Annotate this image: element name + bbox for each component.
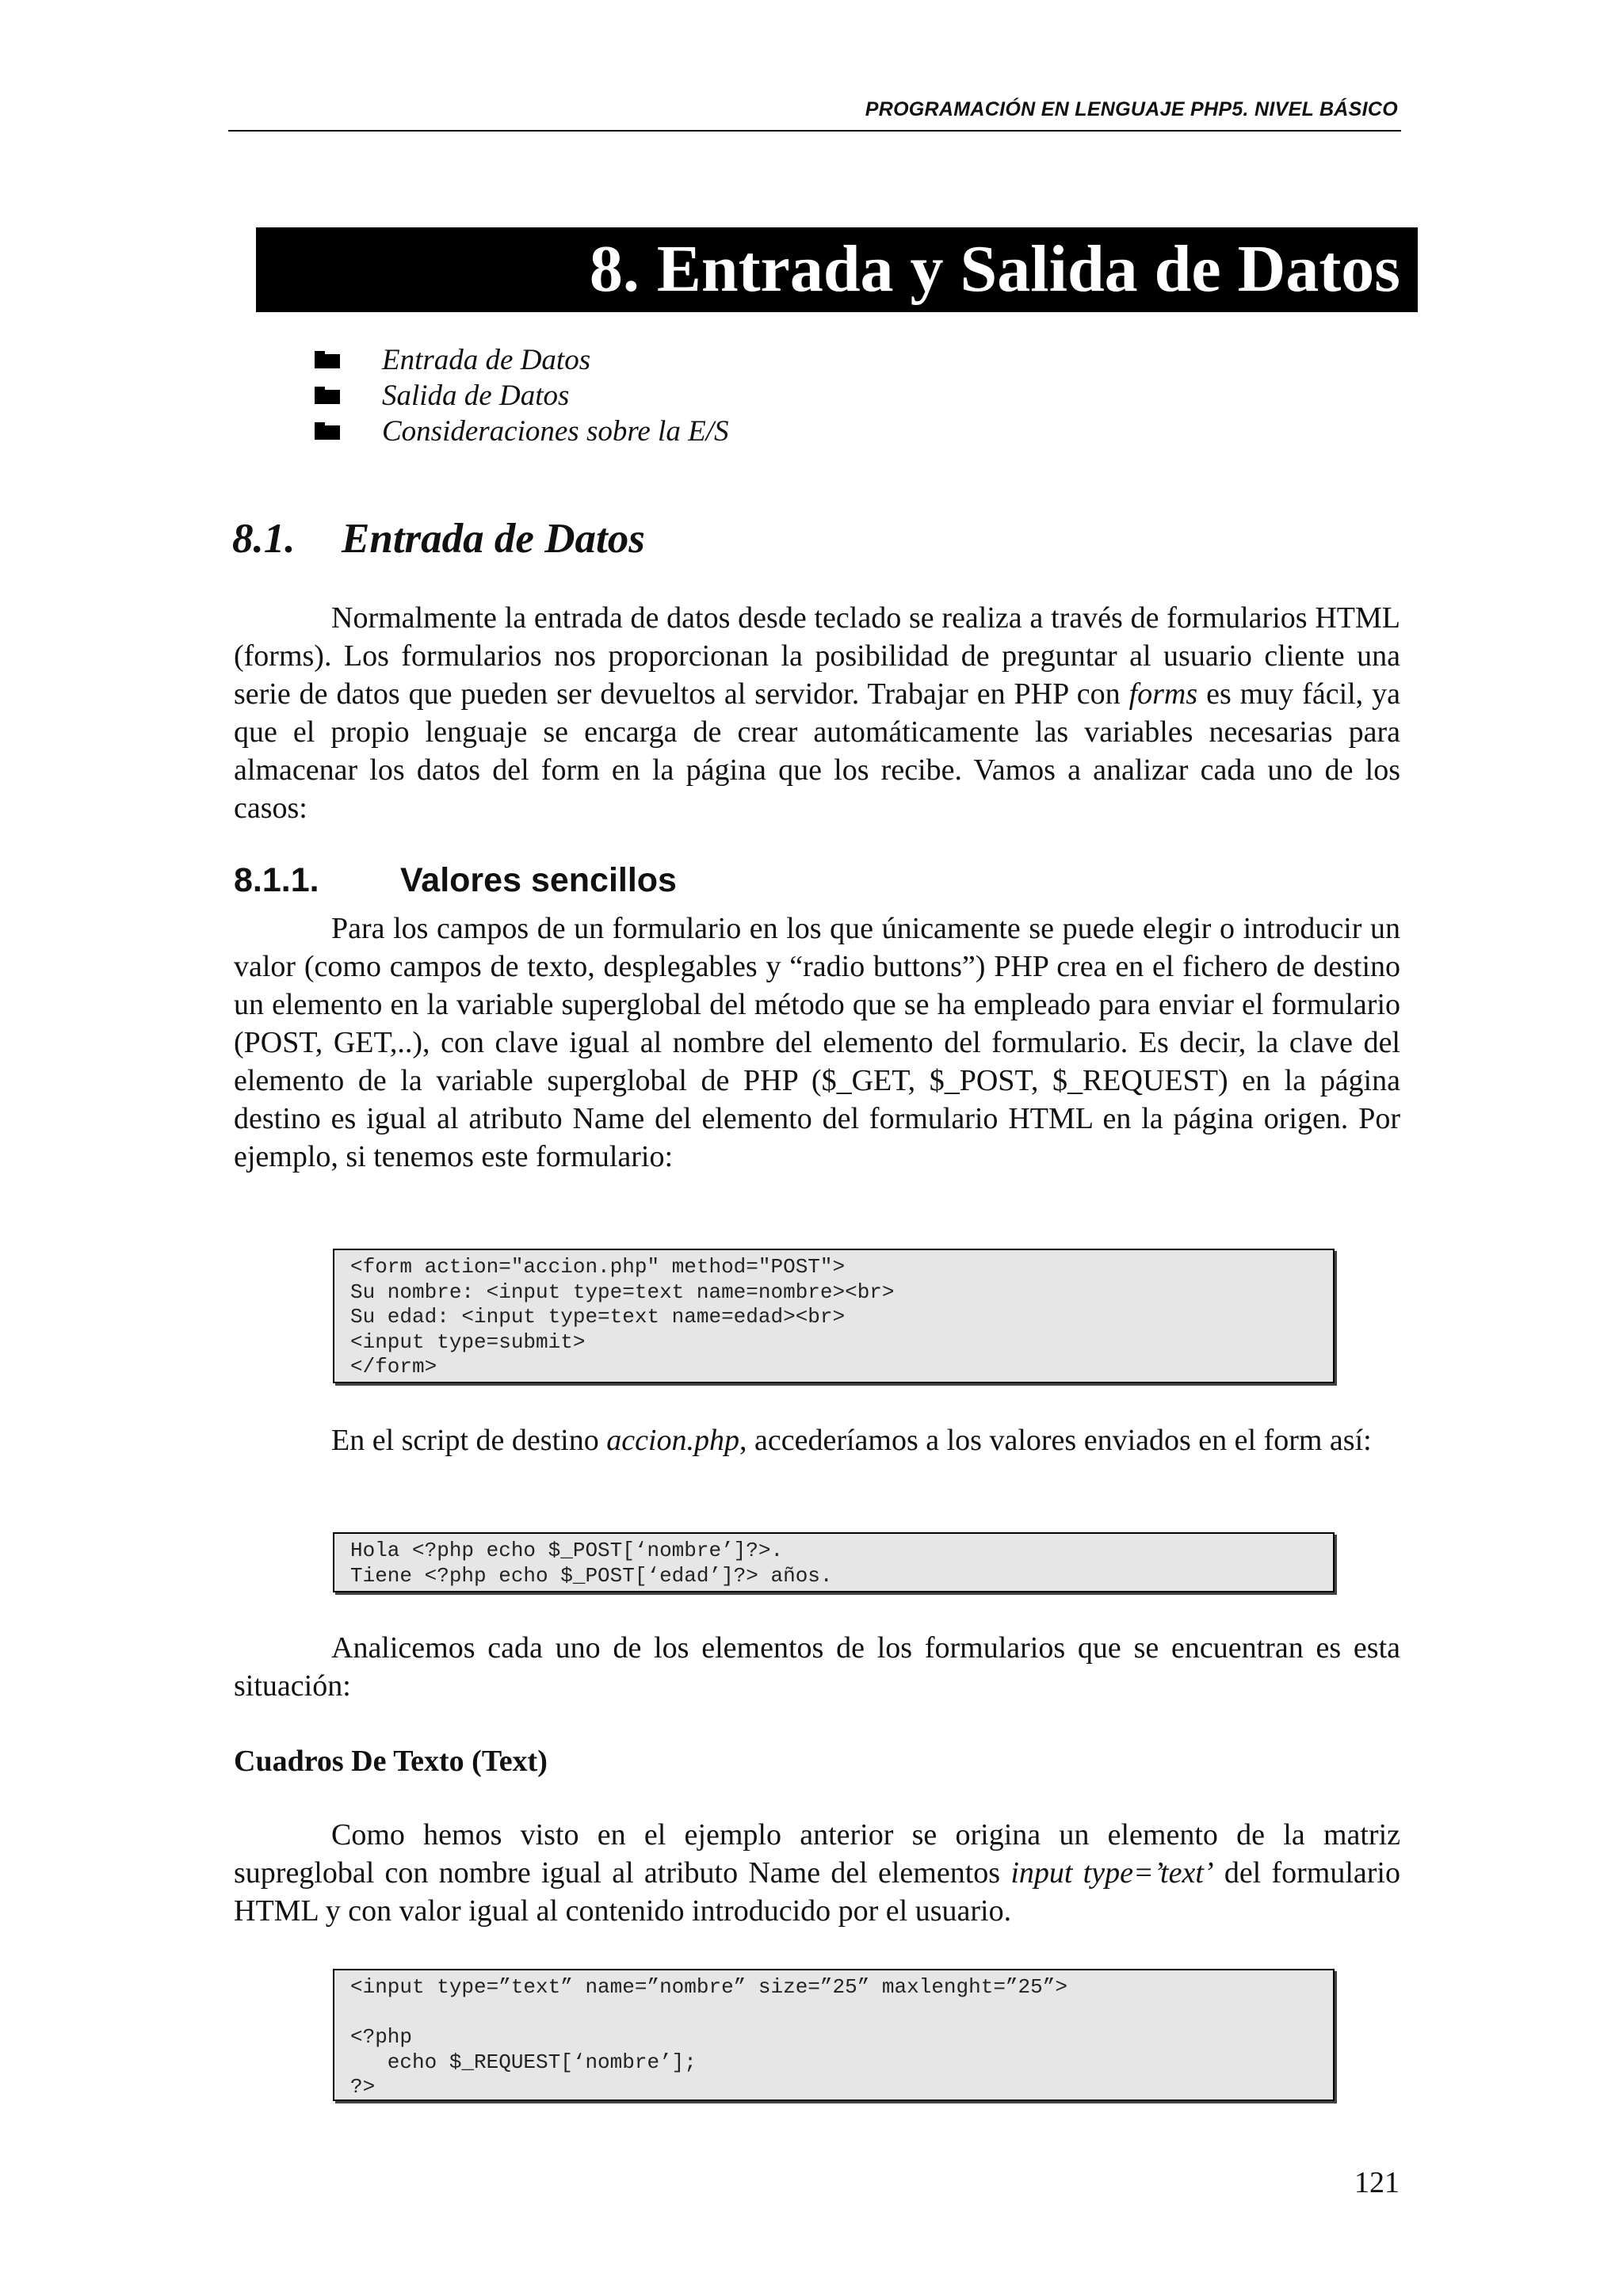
chapter-number: 8. [589, 232, 640, 306]
toc-item-label: Consideraciones sobre la E/S [382, 415, 729, 448]
intro-paragraph [234, 599, 1400, 827]
intro-text-1: Normalmente la entrada de datos desde teclado se realiza a través de formularios HTML (forms). Los formularios nos proporcionan la posibilidad de preguntar al usuario cliente una serie de datos que pueden ser devueltos al servidor. Trabajar en PHP con [234, 601, 1400, 711]
subsection-title: Valores sencillos [400, 861, 677, 899]
code-line: <?php [350, 2025, 413, 2049]
folder-icon [315, 422, 340, 440]
text-box-paragraph [234, 1816, 1400, 1930]
subsection-number: 8.1.1. [234, 861, 319, 899]
running-header [228, 93, 1401, 132]
code-line: <form action="accion.php" method="POST"> [350, 1255, 846, 1279]
script-text-1: En el script de destino [331, 1424, 607, 1457]
chapter-title-bar [256, 227, 1418, 312]
code-line: <input type=submit> [350, 1329, 586, 1354]
code-line [350, 2000, 1333, 2026]
code-block-output [333, 1532, 1335, 1592]
text-box-text-2: del formulario HTML y con valor igual al contenido introducido por el usuario. [234, 1856, 1400, 1928]
chapter-title-text: Entrada y Salida de Datos [656, 232, 1400, 306]
code-line: </form> [350, 1355, 437, 1379]
subsection-heading [234, 861, 677, 900]
script-paragraph [234, 1421, 1400, 1459]
intro-text-2: es muy fácil, ya que el propio lenguaje se encarga de crear automáticamente las variables necesarias para almacenar los datos del form en la página que los recibe. Vamos a analizar cada uno de los casos: [234, 677, 1400, 825]
section-title: Entrada de Datos [342, 516, 645, 562]
code-block-form [333, 1249, 1335, 1383]
code-line: echo $_REQUEST[‘nombre’]; [350, 2050, 697, 2074]
simple-values-paragraph: Para los campos de un formulario en los que únicamente se puede elegir o introducir un valor (como campos de texto, desplegables y “radio buttons”) PHP crea en el fichero de destino un elemento en la variable superglobal del método que se ha empleado para enviar el formulario (POST, GET,..), con clave igual al nombre del elemento del formulario. Es decir, la clave del elemento de la variable superglobal de PHP ($_GET, $_POST, $_REQUEST) en la página destino es igual al atributo Name del elemento del formulario HTML en la página origen. Por ejemplo, si tenemos este formulario: [234, 912, 1400, 1173]
section-number: 8.1. [232, 516, 296, 562]
toc-item-label: Salida de Datos [382, 379, 570, 412]
folder-icon [315, 351, 340, 368]
code-line: Su nombre: <input type=text name=nombre><br> [350, 1280, 895, 1304]
code-line: Su edad: <input type=text name=edad><br> [350, 1305, 846, 1329]
folder-icon [315, 387, 340, 404]
code-line: <input type=”text” name=”nombre” size=”25” maxlenght=”25”> [350, 1975, 1067, 1999]
intro-emphasis: forms [1128, 677, 1198, 711]
toc-item-label: Entrada de Datos [382, 344, 591, 376]
script-text-2: , accederíamos a los valores enviados en el form así: [739, 1424, 1372, 1457]
analyze-paragraph: Analicemos cada uno de los elementos de los formularios que se encuentran es esta situación: [234, 1631, 1400, 1703]
code-block-text-input [333, 1969, 1335, 2101]
code-line: ?> [350, 2075, 376, 2099]
code-line: Tiene <?php echo $_POST[‘edad’]?> años. [350, 1563, 833, 1588]
text-box-emphasis: input type=’text’ [1010, 1856, 1214, 1890]
text-box-text-1: Como hemos visto en el ejemplo anterior se origina un elemento de la matriz supreglobal con nombre igual al atributo Name del elementos [234, 1818, 1400, 1890]
chapter-title [590, 234, 1400, 305]
running-header-title: PROGRAMACIÓN EN LENGUAJE PHP5. NIVEL BÁSICO [865, 98, 1398, 120]
section-heading [232, 515, 645, 563]
script-filename: accion.php [606, 1424, 739, 1457]
code-line: Hola <?php echo $_POST[‘nombre’]?>. [350, 1539, 784, 1562]
page-number: 121 [1354, 2166, 1400, 2199]
text-box-heading: Cuadros De Texto (Text) [234, 1745, 548, 1778]
